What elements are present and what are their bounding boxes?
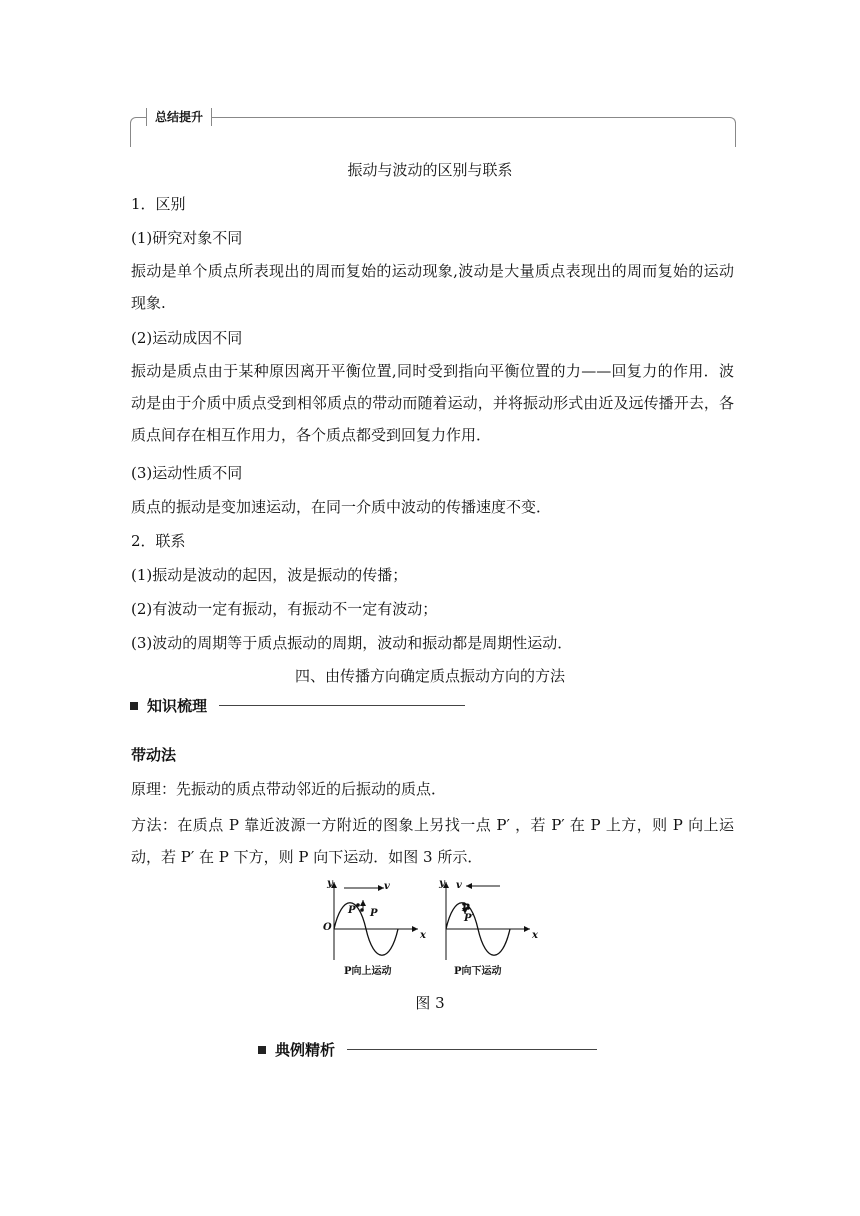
section-2-1: (1)振动是波动的起因，波是振动的传播； <box>131 566 408 584</box>
section-4-title: 四、由传播方向确定质点振动方向的方法 <box>294 667 565 685</box>
left-pprime-label: P′ <box>348 905 359 916</box>
right-wave-graph <box>446 882 530 960</box>
principle-text: 原理：先振动的质点带动邻近的后振动的质点． <box>131 780 447 798</box>
square-bullet-icon <box>258 1046 266 1054</box>
left-caption: P向上运动 <box>344 966 392 977</box>
left-wave-graph <box>334 882 418 960</box>
right-p-label: P <box>462 903 470 914</box>
section-2-3: (3)波动的周期等于质点振动的周期，波动和振动都是周期性运动． <box>131 634 573 652</box>
figure-caption: 图 3 <box>415 994 445 1012</box>
right-pprime-label: P′ <box>464 913 475 924</box>
section-1-2-text: 振动是质点由于某种原因离开平衡位置,同时受到指向平衡位置的力——回复力的作用．波动是由于介质中质点受到相邻质点的带动而随着运动，并将振动形式由近及远传播开去，各质点间存在相互作用力，各个质点都受到回复力作用． <box>131 362 734 444</box>
left-v-label: v <box>384 881 390 892</box>
heading-rule <box>347 1049 597 1050</box>
right-axis-x-label: x <box>532 930 538 941</box>
left-p-label: P <box>370 908 378 919</box>
section-2-2: (2)有波动一定有振动，有振动不一定有波动； <box>131 600 438 618</box>
summary-title: 振动与波动的区别与联系 <box>347 161 513 179</box>
summary-box-frame <box>130 117 736 147</box>
right-v-label: v <box>456 880 462 891</box>
square-bullet-icon <box>130 702 138 710</box>
example-heading <box>258 1039 597 1060</box>
example-heading-label: 典例精析 <box>275 1041 336 1059</box>
section-1-2-heading: (2)运动成因不同 <box>131 329 243 347</box>
section-1-3-text: 质点的振动是变加速运动，在同一介质中波动的传播速度不变． <box>131 498 552 516</box>
section-1-3-heading: (3)运动性质不同 <box>131 464 243 482</box>
section-1-1-text: 振动是单个质点所表现出的周而复始的运动现象,波动是大量质点表现出的周而复始的运动现象. <box>131 262 734 312</box>
left-axis-y-label: y <box>327 878 333 889</box>
section-1-1-heading: (1)研究对象不同 <box>131 229 243 247</box>
right-caption: P向下运动 <box>454 966 502 977</box>
method-text: 方法：在质点 P 靠近波源一方附近的图象上另找一点 P′ ，若 P′ 在 P 上方，则 P 向上运动，若 P′ 在 P 下方，则 P 向下运动．如图 3 所示． <box>131 816 734 866</box>
left-axis-x-label: x <box>420 930 426 941</box>
knowledge-heading <box>130 695 465 716</box>
right-axis-y-label: y <box>439 878 445 889</box>
method-title: 带动法 <box>131 746 177 764</box>
heading-rule <box>219 705 465 706</box>
section-2-heading: 2．联系 <box>131 532 186 550</box>
knowledge-heading-label: 知识梳理 <box>147 697 208 715</box>
section-1-heading: 1．区别 <box>131 195 186 213</box>
summary-tag: 总结提升 <box>146 108 212 126</box>
left-origin-label: O <box>323 922 332 933</box>
